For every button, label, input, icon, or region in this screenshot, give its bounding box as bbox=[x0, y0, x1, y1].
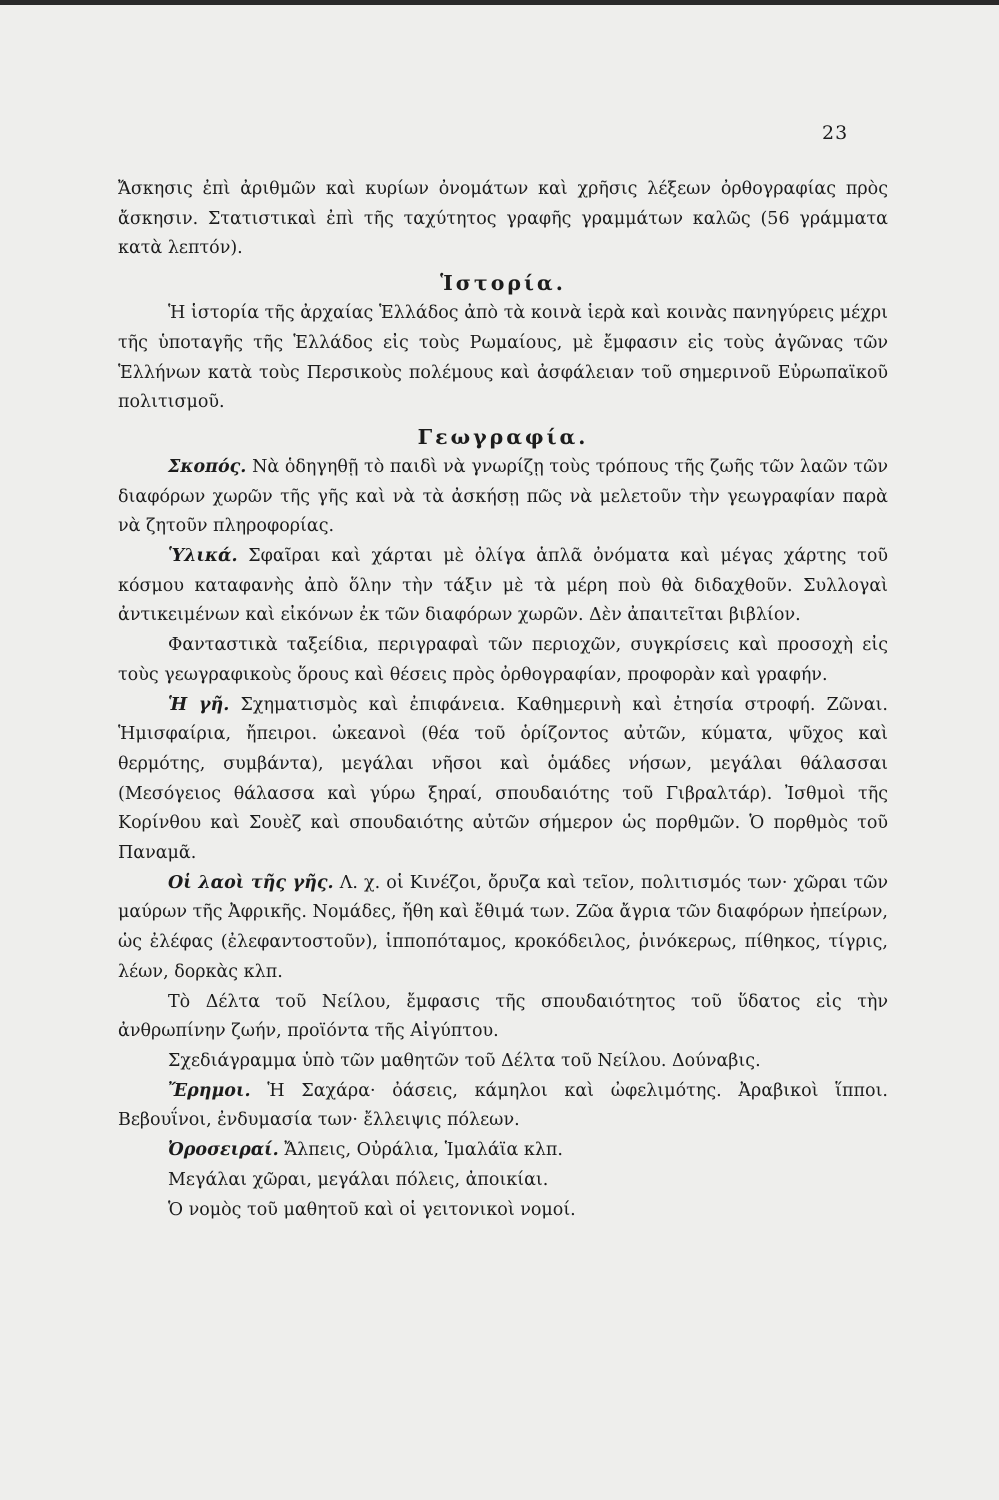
page-number: 23 bbox=[822, 122, 849, 144]
paragraph-journeys: Φανταστικὰ ταξείδια, περιγραφαὶ τῶν περιοχῶν, συγκρίσεις καὶ προσοχὴ εἰς τοὺς γεωγραφικοὺς ὅρους καὶ θέσεις πρὸς ὀρθογραφίαν, προφορὰν καὶ γραφήν. bbox=[118, 635, 888, 685]
paragraph-deserts bbox=[118, 1077, 888, 1136]
paragraph-peoples bbox=[118, 869, 888, 988]
heading-geography: Γεωγραφία. bbox=[417, 424, 589, 449]
run-in-head: Ὑλικά. bbox=[168, 546, 238, 567]
run-in-head: Ἡ γῆ. bbox=[168, 694, 230, 715]
paragraph-prefecture: Ὁ νομὸς τοῦ μαθητοῦ καὶ οἱ γειτονικοὶ νομοί. bbox=[168, 1199, 576, 1220]
paragraph-sketch: Σχεδιάγραμμα ὑπὸ τῶν μαθητῶν τοῦ Δέλτα τοῦ Νείλου. Δούναβις. bbox=[168, 1050, 761, 1071]
paragraph-text: Σχηματισμὸς καὶ ἐπιφάνεια. Καθημερινὴ καὶ ἐτησία στροφή. Ζῶναι. Ἡμισφαίρια, ἤπειροι. ὠκεανοὶ (θέα τοῦ ὁρίζοντος αὐτῶν, κύματα, ψῦχος καὶ θερμότης, συμβάντα), μεγάλαι νῆσοι καὶ ὁμάδες νήσων, μεγάλαι θάλασσαι (Μεσόγειος θάλασσα καὶ γύρω ξηραί, σπουδαιότης τοῦ Γιβραλτάρ). Ἰσθμοὶ τῆς Κορίνθου καὶ Σουὲζ καὶ σπουδαιότης αὐτῶν σήμερον ὡς πορθμῶν. Ὁ πορθμὸς τοῦ Παναμᾶ. bbox=[118, 694, 888, 864]
paragraph-mountains bbox=[118, 1136, 888, 1166]
run-in-head: Ἔρημοι. bbox=[168, 1080, 251, 1101]
run-in-head: Σκοπός. bbox=[168, 456, 247, 477]
heading-history: Ἱστορία. bbox=[440, 271, 566, 296]
run-in-head: Οἱ λαοὶ τῆς γῆς. bbox=[168, 872, 334, 893]
paragraph-materials bbox=[118, 542, 888, 631]
paragraph-nile-delta: Τὸ Δέλτα τοῦ Νείλου, ἔμφασις τῆς σπουδαιότητος τοῦ ὕδατος εἰς τὴν ἀνθρωπίνην ζωήν, προϊόντα τῆς Αἰγύπτου. bbox=[118, 991, 888, 1042]
top-edge bbox=[0, 0, 999, 5]
paragraph-text: Λ. χ. οἱ Κινέζοι, ὄρυζα καὶ τεῖον, πολιτισμός των· χῶραι τῶν μαύρων τῆς Ἀφρικῆς. Νομάδες, ἤθη καὶ ἔθιμά των. Ζῶα ἄγρια τῶν διαφόρων ἠπείρων, ὡς ἐλέφας (ἐλεφαντοστοῦν), ἱπποπόταμος, κροκόδειλος, ῥινόκερως, πίθηκος, τίγρις, λέων, δορκὰς κλπ. bbox=[118, 872, 889, 982]
paragraph-countries: Μεγάλαι χῶραι, μεγάλαι πόλεις, ἀποικίαι. bbox=[168, 1169, 549, 1190]
paragraph-text: Ἡ Σαχάρα· ὀάσεις, κάμηλοι καὶ ὠφελιμότης. Ἀραβικοὶ ἵπποι. Βεβουΐνοι, ἐνδυμασία των· ἔλλειψις πόλεων. bbox=[118, 1080, 888, 1131]
page-body bbox=[118, 175, 888, 1225]
paragraph-text: Σφαῖραι καὶ χάρται μὲ ὀλίγα ἁπλᾶ ὀνόματα καὶ μέγας χάρτης τοῦ κόσμου καταφανὴς ἀπὸ ὅλην τὴν τάξιν μὲ τὰ μέρη ποὺ θὰ διδαχθοῦν. Συλλογαὶ ἀντικειμένων καὶ εἰκόνων ἐκ τῶν διαφόρων χωρῶν. Δὲν ἀπαιτεῖται βιβλίον. bbox=[118, 546, 888, 626]
run-in-head: Ὀροσειραί. bbox=[168, 1140, 279, 1161]
paragraph-history: Ἡ ἱστορία τῆς ἀρχαίας Ἑλλάδος ἀπὸ τὰ κοινὰ ἱερὰ καὶ κοινὰς πανηγύρεις μέχρι τῆς ὑποταγῆς τῆς Ἑλλάδος εἰς τοὺς Ρωμαίους, μὲ ἔμφασιν εἰς τοὺς ἀγῶνας τῶν Ἑλλήνων κατὰ τοὺς Περσικοὺς πολέμους καὶ ἀσφάλειαν τοῦ σημερινοῦ Εὐρωπαϊκοῦ πολιτισμοῦ. bbox=[118, 303, 888, 413]
paragraph-text: Ἄλπεις, Οὐράλια, Ἱμαλάϊα κλπ. bbox=[278, 1140, 563, 1161]
paragraph-aim bbox=[118, 453, 888, 542]
paragraph-earth bbox=[118, 691, 888, 869]
paragraph-text: Νὰ ὁδηγηθῇ τὸ παιδὶ νὰ γνωρίζῃ τοὺς τρόπους τῆς ζωῆς τῶν λαῶν τῶν διαφόρων χωρῶν τῆς γῆς καὶ νὰ τὰ ἀσκήσῃ πῶς νὰ μελετοῦν τὴν γεωγραφίαν παρὰ νὰ ζητοῦν πληροφορίας. bbox=[118, 456, 888, 537]
paragraph-orthography: Ἄσκησις ἐπὶ ἀριθμῶν καὶ κυρίων ὀνομάτων καὶ χρῆσις λέξεων ὀρθογραφίας πρὸς ἄσκησιν. Στατιστικαὶ ἐπὶ τῆς ταχύτητος γραφῆς γραμμάτων καλῶς (56 γράμματα κατὰ λεπτόν). bbox=[118, 179, 888, 259]
